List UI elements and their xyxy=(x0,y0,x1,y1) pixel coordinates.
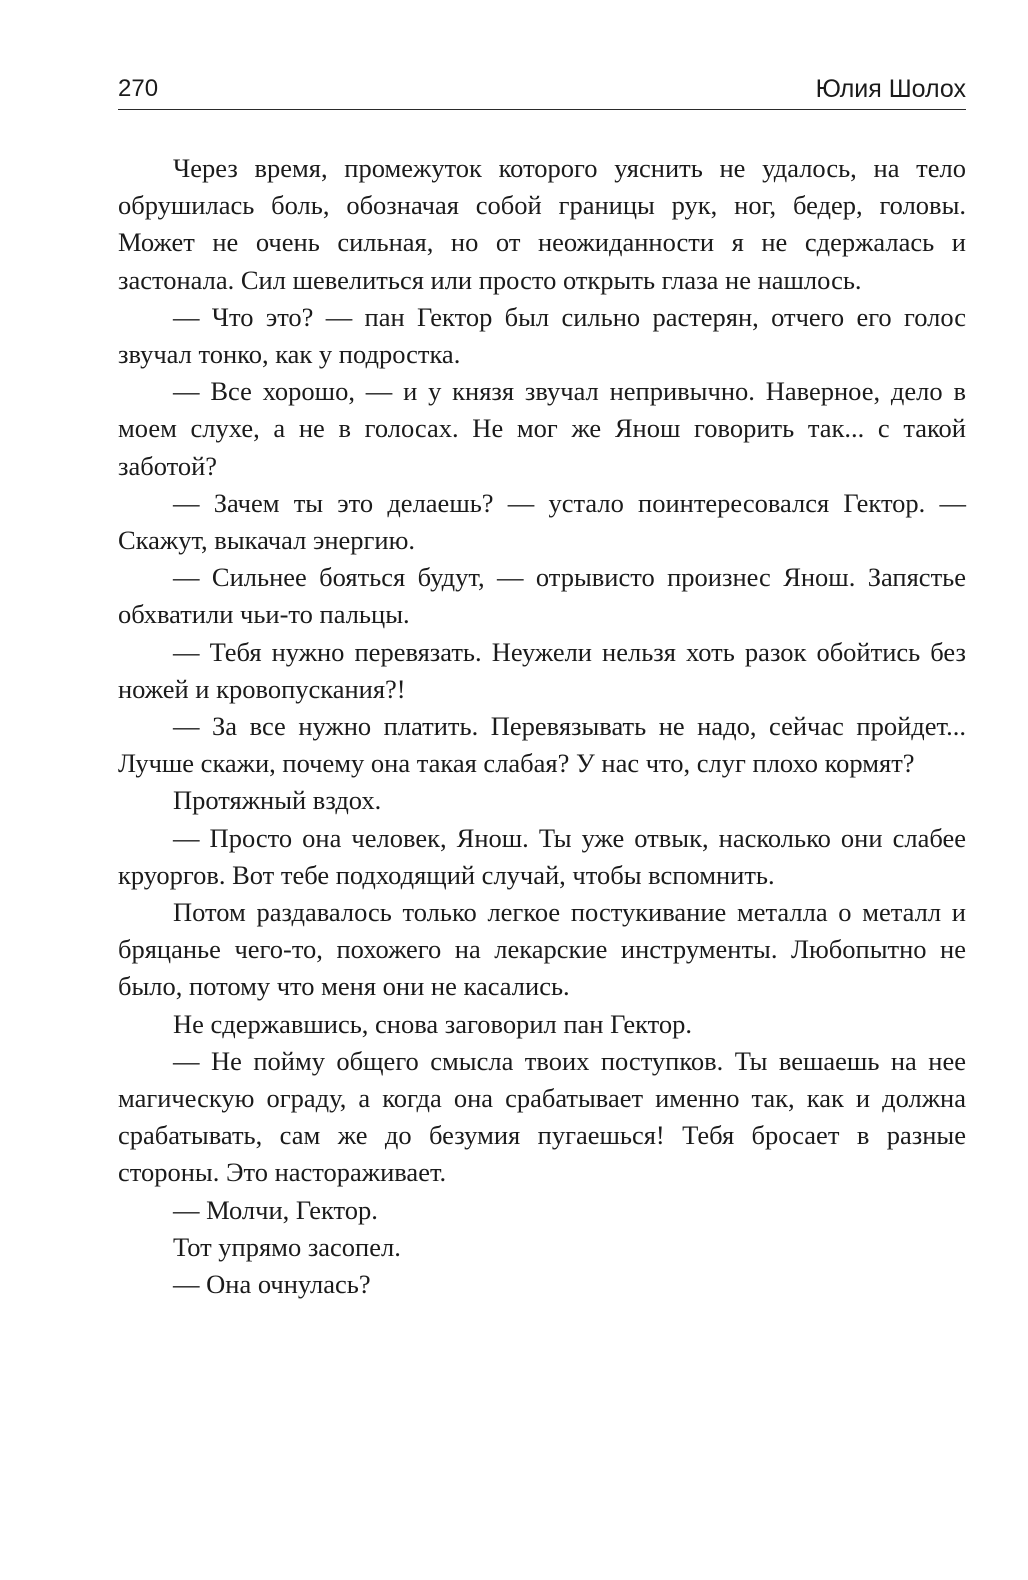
paragraph: — Что это? — пан Гектор был сильно растерян, отчего его голос звучал тонко, как у подростка. xyxy=(118,301,966,370)
paragraph: — Она очнулась? xyxy=(173,1269,371,1300)
paragraph: Не сдержавшись, снова заговорил пан Гектор. xyxy=(173,1008,693,1039)
header-rule xyxy=(118,109,966,110)
paragraph: Потом раздавалось только легкое постукивание металла о металл и бряцанье чего-то, похожего на лекарские инструменты. Любопытно не было, потому что меня они не касались. xyxy=(118,897,966,1002)
running-head-author: Юлия Шолох xyxy=(815,75,966,103)
paragraph: Протяжный вздох. xyxy=(173,785,382,816)
paragraph: — Молчи, Гектор. xyxy=(173,1194,378,1225)
paragraph: — Сильнее бояться будут, — отрывисто произнес Янош. Запястье обхватили чьи-то пальцы. xyxy=(118,562,966,630)
paragraph: — За все нужно платить. Перевязывать не надо, сейчас пройдет... Лучше скажи, почему она такая слабая? У нас что, слуг плохо кормят? xyxy=(118,711,966,779)
paragraph: Через время, промежуток которого уяснить не удалось, на тело обрушилась боль, обозначая собой границы рук, ног, бедер, головы. Может не очень сильная, но от неожиданности я не сдержалась и застонала. Сил шевелиться или просто открыть глаза не нашлось. xyxy=(118,153,966,295)
paragraph: — Не пойму общего смысла твоих поступков. Ты вешаешь на нее магическую ограду, а когда она срабатывает именно так, как и должна срабатывать, сам же до безумия пугаешься! Тебя бросает в разные стороны. Это настораживает. xyxy=(118,1045,966,1188)
paragraph: Тот упрямо засопел. xyxy=(173,1231,401,1262)
paragraph: — Все хорошо, — и у князя звучал непривычно. Наверное, дело в моем слухе, а не в голосах. Не мог же Янош говорить так... с такой заботой? xyxy=(118,376,966,481)
page-header xyxy=(118,68,966,112)
page-number: 270 xyxy=(118,75,159,102)
paragraph: — Зачем ты это делаешь? — устало поинтересовался Гектор. — Скажут, выкачал энергию. xyxy=(118,487,966,556)
body-text xyxy=(118,150,966,1303)
paragraph: — Тебя нужно перевязать. Неужели нельзя хоть разок обойтись без ножей и кровопускания?! xyxy=(118,636,966,704)
paragraph: — Просто она человек, Янош. Ты уже отвык, насколько они слабее круоргов. Вот тебе подходящий случай, чтобы вспомнить. xyxy=(118,822,966,890)
